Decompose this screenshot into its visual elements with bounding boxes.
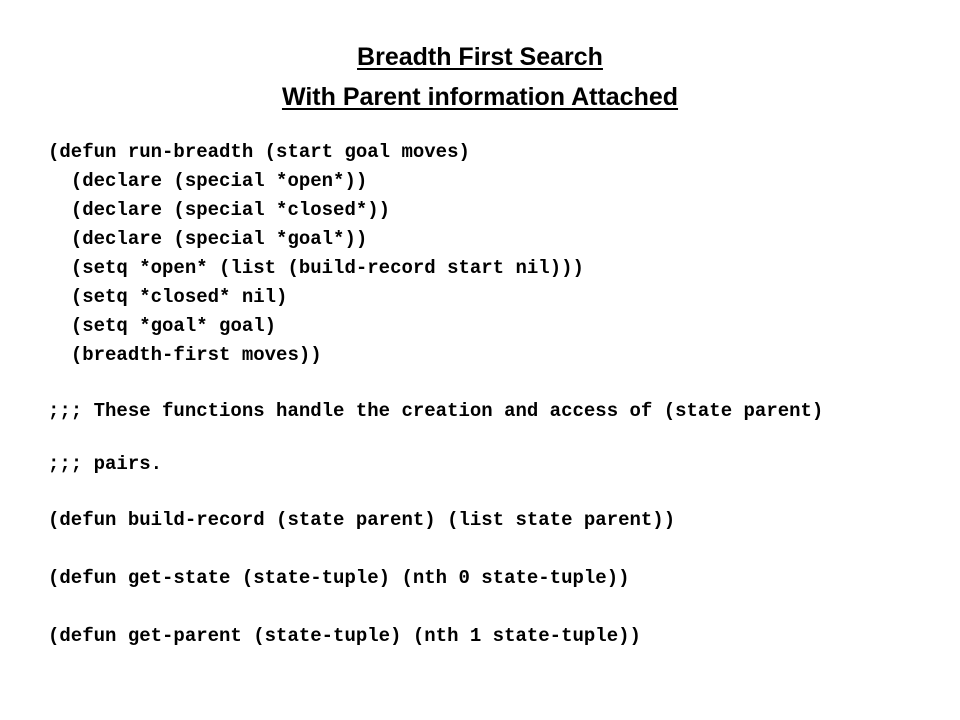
code-comment-line-2: ;;; pairs. [48,453,163,475]
slide-title-line-2: With Parent information Attached [281,83,679,111]
slide-title-line-1: Breadth First Search [357,43,603,71]
code-line-declare-closed: (declare (special *closed*)) [48,199,391,221]
code-line-defun-run-breadth: (defun run-breadth (start goal moves) [48,141,470,163]
code-comment-line-1: ;;; These functions handle the creation and access of (state parent) [48,400,824,422]
code-line-declare-open: (declare (special *open*)) [48,170,368,192]
code-line-defun-get-state: (defun get-state (state-tuple) (nth 0 state-tuple)) [48,567,630,589]
code-line-breadth-first: (breadth-first moves)) [48,344,322,366]
code-line-setq-open: (setq *open* (list (build-record start nil))) [48,257,584,279]
code-line-setq-goal: (setq *goal* goal) [48,315,277,337]
code-line-defun-get-parent: (defun get-parent (state-tuple) (nth 1 state-tuple)) [48,625,641,647]
code-line-setq-closed: (setq *closed* nil) [48,286,288,308]
code-line-declare-goal: (declare (special *goal*)) [48,228,368,250]
code-line-defun-build-record: (defun build-record (state parent) (list state parent)) [48,509,676,531]
